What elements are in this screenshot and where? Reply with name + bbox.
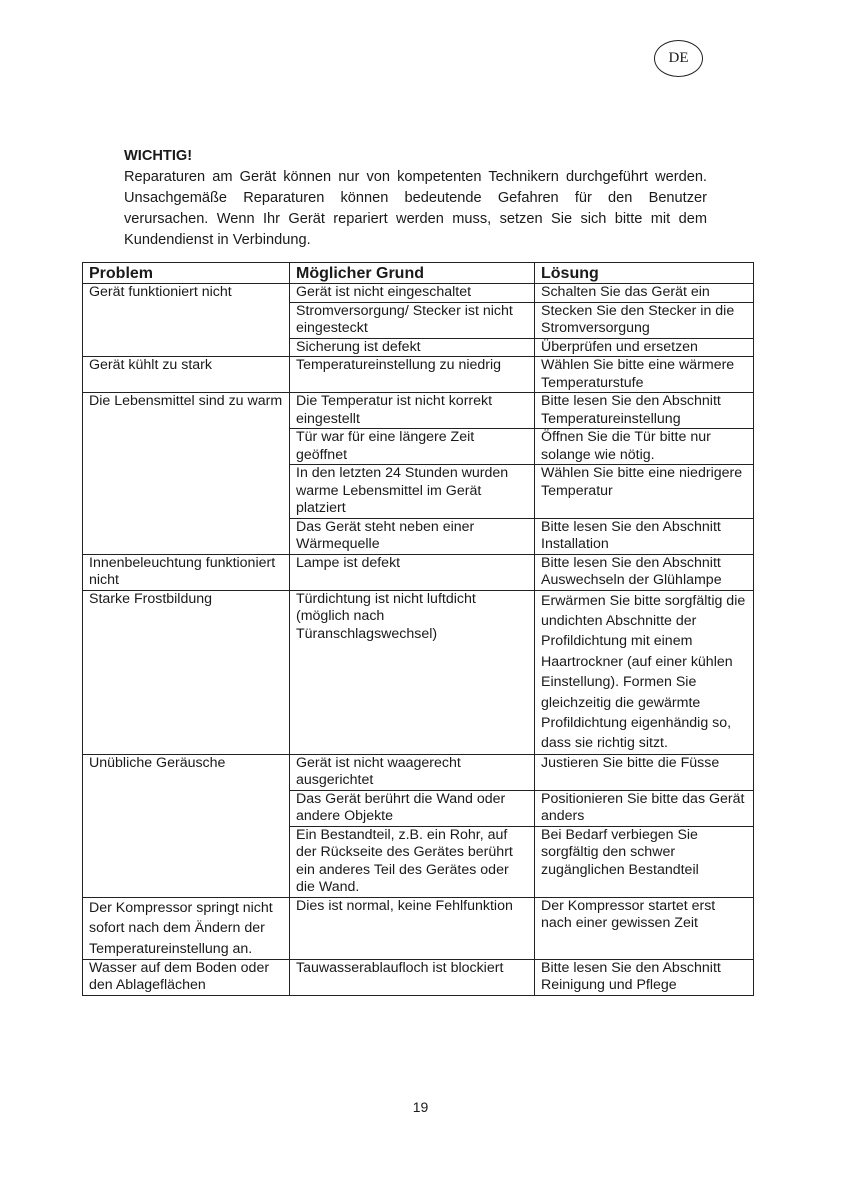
problem-cell: Wasser auf dem Boden oder den Ablageflächen bbox=[83, 959, 290, 995]
solution-cell: Positionieren Sie bitte das Gerät anders bbox=[535, 790, 754, 826]
solution-cell: Überprüfen und ersetzen bbox=[535, 338, 754, 357]
cause-cell: Dies ist normal, keine Fehlfunktion bbox=[290, 897, 535, 959]
cause-cell: Gerät ist nicht waagerecht ausgerichtet bbox=[290, 754, 535, 790]
table-row bbox=[83, 754, 754, 790]
cause-cell: Tauwasserablaufloch ist blockiert bbox=[290, 959, 535, 995]
header-cause: Möglicher Grund bbox=[290, 263, 535, 284]
solution-cell: Öffnen Sie die Tür bitte nur solange wie nötig. bbox=[535, 429, 754, 465]
cause-cell: Tür war für eine längere Zeit geöffnet bbox=[290, 429, 535, 465]
cause-cell: In den letzten 24 Stunden wurden warme Lebensmittel im Gerät platziert bbox=[290, 465, 535, 519]
header-problem: Problem bbox=[83, 263, 290, 284]
solution-cell: Wählen Sie bitte eine niedrigere Temperatur bbox=[535, 465, 754, 519]
problem-cell: Gerät funktioniert nicht bbox=[83, 284, 290, 357]
cause-cell: Das Gerät berührt die Wand oder andere Objekte bbox=[290, 790, 535, 826]
table-row bbox=[83, 554, 754, 590]
important-notice bbox=[124, 146, 707, 251]
solution-cell: Erwärmen Sie bitte sorgfältig die undichten Abschnitte der Profildichtung mit einem Haartrockner (auf einer kühlen Einstellung). Formen Sie gleichzeitig die gewärmte Profildichtung eigenhändig so, dass sie richtig sitzt. bbox=[535, 590, 754, 754]
header-solution: Lösung bbox=[535, 263, 754, 284]
problem-cell: Starke Frostbildung bbox=[83, 590, 290, 754]
problem-cell: Gerät kühlt zu stark bbox=[83, 357, 290, 393]
table-row bbox=[83, 959, 754, 995]
table-header-row bbox=[83, 263, 754, 284]
notice-title: WICHTIG! bbox=[124, 148, 193, 164]
cause-cell: Die Temperatur ist nicht korrekt eingestellt bbox=[290, 393, 535, 429]
problem-cell: Innenbeleuchtung funktioniert nicht bbox=[83, 554, 290, 590]
problem-cell: Unübliche Geräusche bbox=[83, 754, 290, 897]
cause-cell: Sicherung ist defekt bbox=[290, 338, 535, 357]
table-row bbox=[83, 897, 754, 959]
troubleshooting-table bbox=[82, 262, 754, 996]
table-row bbox=[83, 357, 754, 393]
table-row bbox=[83, 284, 754, 303]
solution-cell: Bitte lesen Sie den Abschnitt Temperatureinstellung bbox=[535, 393, 754, 429]
solution-cell: Justieren Sie bitte die Füsse bbox=[535, 754, 754, 790]
solution-cell: Bitte lesen Sie den Abschnitt Reinigung und Pflege bbox=[535, 959, 754, 995]
page-number: 19 bbox=[412, 1099, 429, 1115]
solution-cell: Schalten Sie das Gerät ein bbox=[535, 284, 754, 303]
solution-cell: Bitte lesen Sie den Abschnitt Auswechseln der Glühlampe bbox=[535, 554, 754, 590]
solution-cell: Wählen Sie bitte eine wärmere Temperaturstufe bbox=[535, 357, 754, 393]
notice-body: Reparaturen am Gerät können nur von kompetenten Technikern durchgeführt werden. Unsachgemäße Reparaturen können bedeutende Gefahren für den Benutzer verursachen. Wenn Ihr Gerät repariert werden muss, setzen Sie sich bitte mit dem Kundendienst in Verbindung. bbox=[124, 169, 707, 248]
table-row bbox=[83, 590, 754, 754]
solution-cell: Der Kompressor startet erst nach einer gewissen Zeit bbox=[535, 897, 754, 959]
language-badge: DE bbox=[654, 40, 703, 77]
cause-cell: Temperatureinstellung zu niedrig bbox=[290, 357, 535, 393]
cause-cell: Gerät ist nicht eingeschaltet bbox=[290, 284, 535, 303]
problem-cell: Der Kompressor springt nicht sofort nach dem Ändern der Temperatureinstellung an. bbox=[83, 897, 290, 959]
cause-cell: Das Gerät steht neben einer Wärmequelle bbox=[290, 518, 535, 554]
cause-cell: Türdichtung ist nicht luftdicht (möglich nach Türanschlagswechsel) bbox=[290, 590, 535, 754]
cause-cell: Stromversorgung/ Stecker ist nicht eingesteckt bbox=[290, 302, 535, 338]
cause-cell: Lampe ist defekt bbox=[290, 554, 535, 590]
solution-cell: Bitte lesen Sie den Abschnitt Installation bbox=[535, 518, 754, 554]
solution-cell: Stecken Sie den Stecker in die Stromversorgung bbox=[535, 302, 754, 338]
solution-cell: Bei Bedarf verbiegen Sie sorgfältig den schwer zugänglichen Bestandteil bbox=[535, 826, 754, 897]
problem-cell: Die Lebensmittel sind zu warm bbox=[83, 393, 290, 555]
cause-cell: Ein Bestandteil, z.B. ein Rohr, auf der Rückseite des Gerätes berührt ein anderes Teil des Gerätes oder die Wand. bbox=[290, 826, 535, 897]
table-row bbox=[83, 393, 754, 429]
